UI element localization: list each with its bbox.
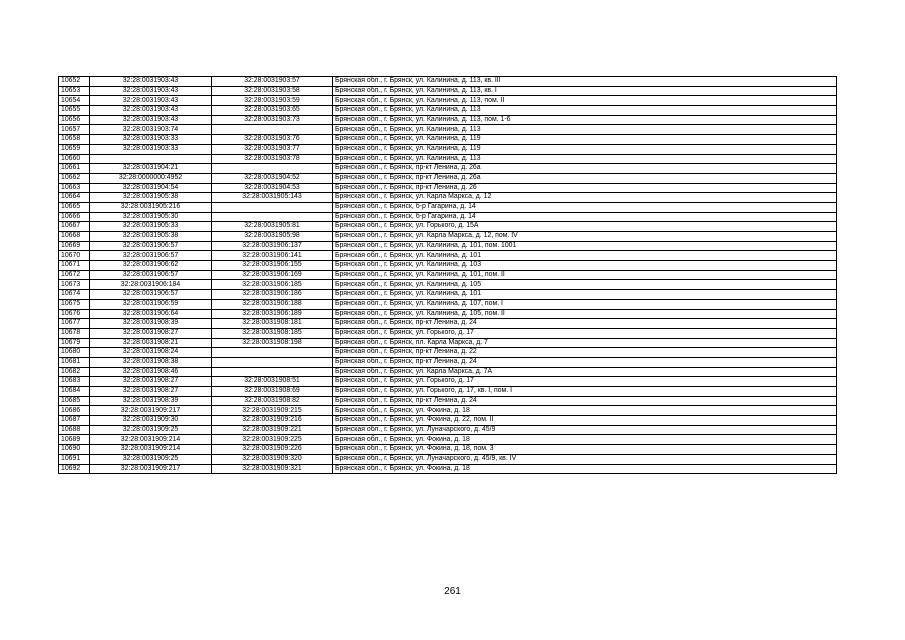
page-number: 261 — [444, 586, 461, 597]
object-cadastral-number-cell — [212, 164, 333, 174]
table-row — [59, 357, 837, 367]
parcel-cadastral-number-cell: 32:28:0031909:25 — [90, 425, 212, 435]
address-cell: Брянская обл., г. Брянск, ул. Калинина, д. 107, пом. I — [333, 299, 837, 309]
parcel-cadastral-number-cell: 32:28:0031905:30 — [90, 212, 212, 222]
row-number-cell: 10675 — [59, 299, 90, 309]
parcel-cadastral-number-cell: 32:28:0031905:38 — [90, 193, 212, 203]
parcel-cadastral-number-cell: 32:28:0031908:27 — [90, 387, 212, 397]
parcel-cadastral-number-cell: 32:28:0031903:43 — [90, 77, 212, 87]
object-cadastral-number-cell: 32:28:0031903:58 — [212, 86, 333, 96]
object-cadastral-number-cell: 32:28:0031903:77 — [212, 144, 333, 154]
row-number-cell: 10665 — [59, 202, 90, 212]
row-number-cell: 10680 — [59, 348, 90, 358]
object-cadastral-number-cell — [212, 125, 333, 135]
address-cell: Брянская обл., г. Брянск, ул. Калинина, д. 119 — [333, 144, 837, 154]
object-cadastral-number-cell: 32:28:0031908:51 — [212, 377, 333, 387]
table-row — [59, 309, 837, 319]
row-number-cell: 10679 — [59, 338, 90, 348]
object-cadastral-number-cell: 32:28:0031909:226 — [212, 445, 333, 455]
address-cell: Брянская обл., г. Брянск, ул. Калинина, д. 113, пом. 1-6 — [333, 115, 837, 125]
row-number-cell: 10691 — [59, 454, 90, 464]
object-cadastral-number-cell: 32:28:0031909:225 — [212, 435, 333, 445]
table-row — [59, 290, 837, 300]
row-number-cell: 10666 — [59, 212, 90, 222]
row-number-cell: 10672 — [59, 270, 90, 280]
object-cadastral-number-cell: 32:28:0031906:186 — [212, 290, 333, 300]
object-cadastral-number-cell: 32:28:0031903:65 — [212, 106, 333, 116]
parcel-cadastral-number-cell: 32:28:0031909:217 — [90, 464, 212, 474]
address-cell: Брянская обл., г. Брянск, ул. Луначарского, д. 45/9, кв. IV — [333, 454, 837, 464]
table-row — [59, 251, 837, 261]
parcel-cadastral-number-cell: 32:28:0031908:21 — [90, 338, 212, 348]
table-row — [59, 338, 837, 348]
address-cell: Брянская обл., г. Брянск, ул. Фокина, д. 18 — [333, 464, 837, 474]
address-cell: Брянская обл., г. Брянск, б-р Гагарина, д. 14 — [333, 202, 837, 212]
object-cadastral-number-cell: 32:28:0031903:59 — [212, 96, 333, 106]
object-cadastral-number-cell: 32:28:0031903:57 — [212, 77, 333, 87]
object-cadastral-number-cell: 32:28:0031903:78 — [212, 154, 333, 164]
parcel-cadastral-number-cell: 32:28:0031909:214 — [90, 435, 212, 445]
parcel-cadastral-number-cell: 32:28:0031905:33 — [90, 222, 212, 232]
row-number-cell: 10655 — [59, 106, 90, 116]
parcel-cadastral-number-cell: 32:28:0031908:39 — [90, 396, 212, 406]
table-row — [59, 106, 837, 116]
address-cell: Брянская обл., г. Брянск, б-р Гагарина, д. 14 — [333, 212, 837, 222]
parcel-cadastral-number-cell: 32:28:0031903:43 — [90, 115, 212, 125]
parcel-cadastral-number-cell: 32:28:0031909:30 — [90, 416, 212, 426]
address-cell: Брянская обл., г. Брянск, ул. Калинина, д. 101, пом. 1001 — [333, 241, 837, 251]
object-cadastral-number-cell: 32:28:0031908:198 — [212, 338, 333, 348]
object-cadastral-number-cell: 32:28:0031906:141 — [212, 251, 333, 261]
table-row — [59, 154, 837, 164]
table-row — [59, 115, 837, 125]
row-number-cell: 10654 — [59, 96, 90, 106]
address-cell: Брянская обл., г. Брянск, ул. Карла Маркса, д. 12 — [333, 193, 837, 203]
parcel-cadastral-number-cell: 32:28:0031906:57 — [90, 270, 212, 280]
table-row — [59, 445, 837, 455]
table-row — [59, 232, 837, 242]
address-cell: Брянская обл., г. Брянск, ул. Калинина, д. 113, кв. III — [333, 77, 837, 87]
table-row — [59, 396, 837, 406]
parcel-cadastral-number-cell: 32:28:0031908:24 — [90, 348, 212, 358]
parcel-cadastral-number-cell: 32:28:0031906:64 — [90, 309, 212, 319]
parcel-cadastral-number-cell: 32:28:0031906:57 — [90, 251, 212, 261]
parcel-cadastral-number-cell: 32:28:0031909:25 — [90, 454, 212, 464]
table-row — [59, 241, 837, 251]
row-number-cell: 10688 — [59, 425, 90, 435]
parcel-cadastral-number-cell: 32:28:0031906:59 — [90, 299, 212, 309]
address-cell: Брянская обл., г. Брянск, ул. Калинина, д. 101, пом. II — [333, 270, 837, 280]
table-row — [59, 464, 837, 474]
address-cell: Брянская обл., г. Брянск, пл. Карла Маркса, д. 7 — [333, 338, 837, 348]
table-row — [59, 212, 837, 222]
table-row — [59, 416, 837, 426]
address-cell: Брянская обл., г. Брянск, ул. Калинина, д. 113, пом. II — [333, 96, 837, 106]
address-cell: Брянская обл., г. Брянск, ул. Калинина, д. 101 — [333, 251, 837, 261]
row-number-cell: 10663 — [59, 183, 90, 193]
object-cadastral-number-cell: 32:28:0031909:321 — [212, 464, 333, 474]
row-number-cell: 10662 — [59, 173, 90, 183]
parcel-cadastral-number-cell: 32:28:0031903:33 — [90, 144, 212, 154]
table-row — [59, 299, 837, 309]
table-row — [59, 77, 837, 87]
row-number-cell: 10667 — [59, 222, 90, 232]
parcel-cadastral-number-cell: 32:28:0031903:43 — [90, 96, 212, 106]
table-row — [59, 454, 837, 464]
object-cadastral-number-cell — [212, 202, 333, 212]
object-cadastral-number-cell: 32:28:0031906:185 — [212, 280, 333, 290]
address-cell: Брянская обл., г. Брянск, ул. Горького, д. 17, кв. I, пом. I — [333, 387, 837, 397]
table-row — [59, 280, 837, 290]
row-number-cell: 10692 — [59, 464, 90, 474]
table-row — [59, 270, 837, 280]
address-cell: Брянская обл., г. Брянск, ул. Фокина, д. 18, пом. 3 — [333, 445, 837, 455]
object-cadastral-number-cell: 32:28:0031906:169 — [212, 270, 333, 280]
object-cadastral-number-cell: 32:28:0031903:76 — [212, 135, 333, 145]
row-number-cell: 10664 — [59, 193, 90, 203]
row-number-cell: 10689 — [59, 435, 90, 445]
object-cadastral-number-cell: 32:28:0031905:143 — [212, 193, 333, 203]
address-cell: Брянская обл., г. Брянск, ул. Калинина, д. 113, кв. I — [333, 86, 837, 96]
row-number-cell: 10668 — [59, 232, 90, 242]
parcel-cadastral-number-cell: 32:28:0031908:38 — [90, 357, 212, 367]
table-row — [59, 222, 837, 232]
object-cadastral-number-cell: 32:28:0031905:81 — [212, 222, 333, 232]
property-register-table — [58, 76, 837, 474]
row-number-cell: 10660 — [59, 154, 90, 164]
table-body — [59, 77, 837, 474]
row-number-cell: 10683 — [59, 377, 90, 387]
parcel-cadastral-number-cell: 32:28:0031909:217 — [90, 406, 212, 416]
parcel-cadastral-number-cell: 32:28:0031903:74 — [90, 125, 212, 135]
address-cell: Брянская обл., г. Брянск, ул. Луначарского, д. 45/9 — [333, 425, 837, 435]
row-number-cell: 10652 — [59, 77, 90, 87]
parcel-cadastral-number-cell — [90, 154, 212, 164]
address-cell: Брянская обл., г. Брянск, пр-кт Ленина, д. 26а — [333, 164, 837, 174]
row-number-cell: 10659 — [59, 144, 90, 154]
address-cell: Брянская обл., г. Брянск, ул. Горького, д. 15А — [333, 222, 837, 232]
parcel-cadastral-number-cell: 32:28:0031905:38 — [90, 232, 212, 242]
object-cadastral-number-cell: 32:28:0031906:188 — [212, 299, 333, 309]
table-row — [59, 377, 837, 387]
row-number-cell: 10684 — [59, 387, 90, 397]
address-cell: Брянская обл., г. Брянск, пр-кт Ленина, д. 26а — [333, 173, 837, 183]
row-number-cell: 10669 — [59, 241, 90, 251]
object-cadastral-number-cell: 32:28:0031905:98 — [212, 232, 333, 242]
address-cell: Брянская обл., г. Брянск, ул. Фокина, д. 18 — [333, 435, 837, 445]
row-number-cell: 10685 — [59, 396, 90, 406]
object-cadastral-number-cell: 32:28:0031906:137 — [212, 241, 333, 251]
row-number-cell: 10670 — [59, 251, 90, 261]
object-cadastral-number-cell — [212, 348, 333, 358]
row-number-cell: 10653 — [59, 86, 90, 96]
row-number-cell: 10686 — [59, 406, 90, 416]
address-cell: Брянская обл., г. Брянск, ул. Горького, д. 17 — [333, 377, 837, 387]
parcel-cadastral-number-cell: 32:28:0031904:54 — [90, 183, 212, 193]
parcel-cadastral-number-cell: 32:28:0031906:57 — [90, 290, 212, 300]
row-number-cell: 10674 — [59, 290, 90, 300]
address-cell: Брянская обл., г. Брянск, ул. Калинина, д. 103 — [333, 261, 837, 271]
row-number-cell: 10677 — [59, 319, 90, 329]
parcel-cadastral-number-cell: 32:28:0031903:43 — [90, 106, 212, 116]
object-cadastral-number-cell: 32:28:0031909:216 — [212, 416, 333, 426]
row-number-cell: 10681 — [59, 357, 90, 367]
object-cadastral-number-cell: 32:28:0031908:181 — [212, 319, 333, 329]
object-cadastral-number-cell: 32:28:0031904:53 — [212, 183, 333, 193]
table-row — [59, 164, 837, 174]
row-number-cell: 10687 — [59, 416, 90, 426]
parcel-cadastral-number-cell: 32:28:0031908:39 — [90, 319, 212, 329]
table-row — [59, 96, 837, 106]
address-cell: Брянская обл., г. Брянск, ул. Калинина, д. 113 — [333, 125, 837, 135]
parcel-cadastral-number-cell: 32:28:0031906:57 — [90, 241, 212, 251]
object-cadastral-number-cell: 32:28:0031906:189 — [212, 309, 333, 319]
parcel-cadastral-number-cell: 32:28:0031903:33 — [90, 135, 212, 145]
parcel-cadastral-number-cell: 32:28:0031906:62 — [90, 261, 212, 271]
object-cadastral-number-cell: 32:28:0031909:320 — [212, 454, 333, 464]
table-row — [59, 328, 837, 338]
address-cell: Брянская обл., г. Брянск, ул. Карла Маркса, д. 12, пом. IV — [333, 232, 837, 242]
parcel-cadastral-number-cell: 32:28:0031908:27 — [90, 328, 212, 338]
object-cadastral-number-cell: 32:28:0031909:221 — [212, 425, 333, 435]
table-row — [59, 435, 837, 445]
parcel-cadastral-number-cell: 32:28:0031905:216 — [90, 202, 212, 212]
row-number-cell: 10676 — [59, 309, 90, 319]
object-cadastral-number-cell — [212, 212, 333, 222]
object-cadastral-number-cell: 32:28:0031909:215 — [212, 406, 333, 416]
address-cell: Брянская обл., г. Брянск, пр-кт Ленина, д. 24 — [333, 396, 837, 406]
object-cadastral-number-cell — [212, 357, 333, 367]
parcel-cadastral-number-cell: 32:28:0031908:46 — [90, 367, 212, 377]
table-row — [59, 319, 837, 329]
row-number-cell: 10671 — [59, 261, 90, 271]
address-cell: Брянская обл., г. Брянск, ул. Калинина, д. 105, пом. II — [333, 309, 837, 319]
row-number-cell: 10657 — [59, 125, 90, 135]
row-number-cell: 10656 — [59, 115, 90, 125]
object-cadastral-number-cell — [212, 367, 333, 377]
table-row — [59, 202, 837, 212]
table-row — [59, 144, 837, 154]
address-cell: Брянская обл., г. Брянск, ул. Фокина, д. 22, пом. II — [333, 416, 837, 426]
parcel-cadastral-number-cell: 32:28:0031904:21 — [90, 164, 212, 174]
object-cadastral-number-cell: 32:28:0031903:73 — [212, 115, 333, 125]
parcel-cadastral-number-cell: 32:28:0031906:184 — [90, 280, 212, 290]
address-cell: Брянская обл., г. Брянск, ул. Карла Маркса, д. 7А — [333, 367, 837, 377]
parcel-cadastral-number-cell: 32:28:0031903:43 — [90, 86, 212, 96]
object-cadastral-number-cell: 32:28:0031908:185 — [212, 328, 333, 338]
object-cadastral-number-cell: 32:28:0031908:69 — [212, 387, 333, 397]
row-number-cell: 10690 — [59, 445, 90, 455]
table-row — [59, 135, 837, 145]
table-row — [59, 173, 837, 183]
table-row — [59, 387, 837, 397]
object-cadastral-number-cell: 32:28:0031904:52 — [212, 173, 333, 183]
table-row — [59, 367, 837, 377]
table-row — [59, 86, 837, 96]
table-row — [59, 193, 837, 203]
row-number-cell: 10661 — [59, 164, 90, 174]
address-cell: Брянская обл., г. Брянск, ул. Калинина, д. 113 — [333, 106, 837, 116]
address-cell: Брянская обл., г. Брянск, пр-кт Ленина, д. 24 — [333, 357, 837, 367]
row-number-cell: 10658 — [59, 135, 90, 145]
table-row — [59, 125, 837, 135]
address-cell: Брянская обл., г. Брянск, пр-кт Ленина, д. 26 — [333, 183, 837, 193]
address-cell: Брянская обл., г. Брянск, ул. Горького, д. 17 — [333, 328, 837, 338]
address-cell: Брянская обл., г. Брянск, ул. Калинина, д. 101 — [333, 290, 837, 300]
table-row — [59, 425, 837, 435]
parcel-cadastral-number-cell: 32:28:0031909:214 — [90, 445, 212, 455]
table-row — [59, 406, 837, 416]
table-row — [59, 261, 837, 271]
address-cell: Брянская обл., г. Брянск, пр-кт Ленина, д. 22 — [333, 348, 837, 358]
table-row — [59, 183, 837, 193]
row-number-cell: 10682 — [59, 367, 90, 377]
row-number-cell: 10678 — [59, 328, 90, 338]
object-cadastral-number-cell: 32:28:0031908:82 — [212, 396, 333, 406]
address-cell: Брянская обл., г. Брянск, ул. Калинина, д. 119 — [333, 135, 837, 145]
address-cell: Брянская обл., г. Брянск, ул. Калинина, д. 113 — [333, 154, 837, 164]
address-cell: Брянская обл., г. Брянск, ул. Фокина, д. 18 — [333, 406, 837, 416]
table-row — [59, 348, 837, 358]
row-number-cell: 10673 — [59, 280, 90, 290]
parcel-cadastral-number-cell: 32:28:0031908:27 — [90, 377, 212, 387]
address-cell: Брянская обл., г. Брянск, пр-кт Ленина, д. 24 — [333, 319, 837, 329]
parcel-cadastral-number-cell: 32:28:0000000:4952 — [90, 173, 212, 183]
object-cadastral-number-cell: 32:28:0031906:155 — [212, 261, 333, 271]
address-cell: Брянская обл., г. Брянск, ул. Калинина, д. 105 — [333, 280, 837, 290]
